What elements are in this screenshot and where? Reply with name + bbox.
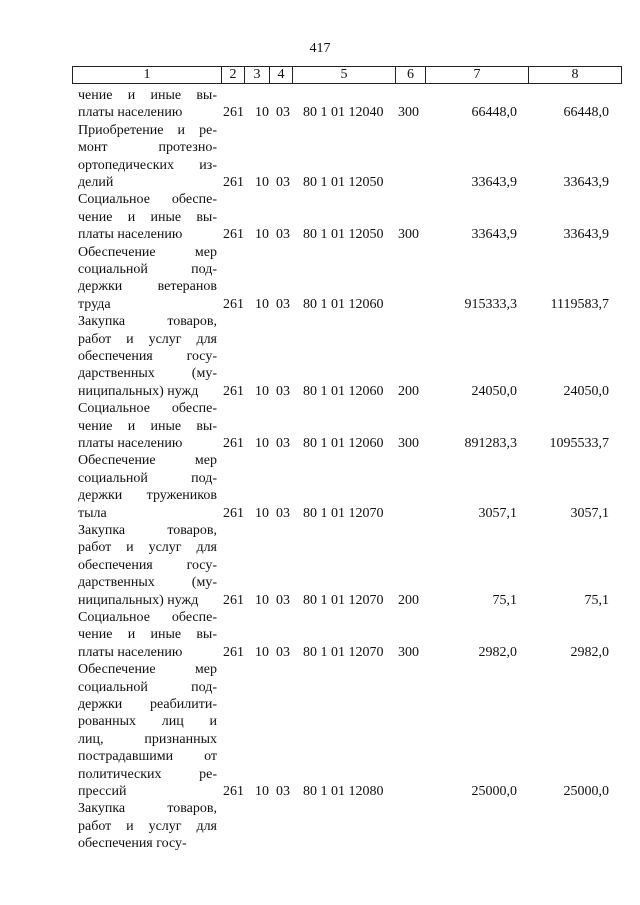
description-line: дарственных (му- bbox=[78, 366, 217, 382]
cell-c6: 200 bbox=[398, 383, 419, 399]
cell-c6: 300 bbox=[398, 435, 419, 451]
cell-c4: 03 bbox=[276, 783, 290, 799]
header-col-5: 5 bbox=[292, 67, 395, 83]
description-line: тыла bbox=[78, 505, 107, 521]
cell-c4: 03 bbox=[276, 174, 290, 190]
cell-c8: 2982,0 bbox=[570, 644, 609, 660]
description-line: социальной под- bbox=[78, 261, 217, 277]
description-line: платы населению bbox=[78, 227, 183, 243]
cell-c5: 80 1 01 12070 bbox=[303, 505, 384, 521]
cell-c2: 261 bbox=[223, 592, 244, 608]
row-description bbox=[78, 87, 217, 122]
cell-c7: 66448,0 bbox=[471, 105, 517, 121]
description-line: монт протезно- bbox=[78, 140, 217, 156]
cell-c3: 10 bbox=[255, 383, 269, 399]
cell-c4: 03 bbox=[276, 644, 290, 660]
cell-c7: 24050,0 bbox=[471, 383, 517, 399]
cell-c5: 80 1 01 12060 bbox=[303, 296, 384, 312]
description-line: Социальное обеспе- bbox=[78, 192, 217, 208]
description-line: обеспечения госу- bbox=[78, 348, 217, 364]
table-header bbox=[72, 66, 622, 84]
cell-c2: 261 bbox=[223, 644, 244, 660]
description-line: ниципальных) нужд bbox=[78, 383, 199, 399]
page-number: 417 bbox=[309, 41, 331, 56]
cell-c7: 2982,0 bbox=[478, 644, 517, 660]
description-line: платы населению bbox=[78, 644, 183, 660]
cell-c2: 261 bbox=[223, 105, 244, 121]
description-line: платы населению bbox=[78, 435, 183, 451]
header-col-8: 8 bbox=[528, 67, 621, 83]
cell-c4: 03 bbox=[276, 227, 290, 243]
cell-c4: 03 bbox=[276, 592, 290, 608]
cell-c6: 300 bbox=[398, 644, 419, 660]
description-line: платы населению bbox=[78, 105, 183, 121]
header-col-2: 2 bbox=[221, 67, 244, 83]
description-line: политических ре- bbox=[78, 766, 217, 782]
description-line: Закупка товаров, bbox=[78, 314, 217, 330]
header-col-7: 7 bbox=[425, 67, 528, 83]
cell-c6: 300 bbox=[398, 105, 419, 121]
description-line: работ и услуг для bbox=[78, 540, 217, 556]
cell-c4: 03 bbox=[276, 435, 290, 451]
cell-c5: 80 1 01 12050 bbox=[303, 174, 384, 190]
row-description bbox=[78, 191, 217, 243]
row-description bbox=[78, 452, 217, 522]
cell-c2: 261 bbox=[223, 383, 244, 399]
description-line: держки реабилити- bbox=[78, 696, 217, 712]
description-line: дарственных (му- bbox=[78, 575, 217, 591]
cell-c8: 33643,9 bbox=[563, 174, 609, 190]
description-line: рованных лиц и bbox=[78, 714, 217, 730]
cell-c2: 261 bbox=[223, 227, 244, 243]
description-line: держки тружеников bbox=[78, 488, 217, 504]
cell-c8: 1119583,7 bbox=[550, 296, 609, 312]
description-line: Обеспечение мер bbox=[78, 662, 217, 678]
cell-c6: 300 bbox=[398, 227, 419, 243]
cell-c5: 80 1 01 12070 bbox=[303, 592, 384, 608]
cell-c5: 80 1 01 12040 bbox=[303, 105, 384, 121]
description-line: обеспечения госу- bbox=[78, 836, 187, 852]
description-line: держки ветеранов bbox=[78, 279, 217, 295]
cell-c3: 10 bbox=[255, 505, 269, 521]
header-col-4: 4 bbox=[269, 67, 292, 83]
cell-c2: 261 bbox=[223, 174, 244, 190]
row-description bbox=[78, 609, 217, 661]
description-line: работ и услуг для bbox=[78, 818, 217, 834]
description-line: чение и иные вы- bbox=[78, 418, 217, 434]
description-line: Социальное обеспе- bbox=[78, 401, 217, 417]
cell-c2: 261 bbox=[223, 296, 244, 312]
row-description bbox=[78, 400, 217, 452]
description-line: ортопедических из- bbox=[78, 157, 217, 173]
row-description bbox=[78, 661, 217, 800]
cell-c7: 3057,1 bbox=[478, 505, 517, 521]
description-line: пострадавшими от bbox=[78, 749, 217, 765]
cell-c3: 10 bbox=[255, 174, 269, 190]
row-description bbox=[78, 800, 217, 852]
cell-c3: 10 bbox=[255, 644, 269, 660]
description-line: обеспечения госу- bbox=[78, 557, 217, 573]
cell-c7: 33643,9 bbox=[471, 227, 517, 243]
cell-c8: 3057,1 bbox=[570, 505, 609, 521]
cell-c5: 80 1 01 12050 bbox=[303, 227, 384, 243]
description-line: Закупка товаров, bbox=[78, 523, 217, 538]
cell-c3: 10 bbox=[255, 435, 269, 451]
header-col-6: 6 bbox=[395, 67, 425, 83]
cell-c3: 10 bbox=[255, 105, 269, 121]
description-line: чение и иные вы- bbox=[78, 627, 217, 643]
description-line: Социальное обеспе- bbox=[78, 610, 217, 625]
cell-c7: 33643,9 bbox=[471, 174, 517, 190]
cell-c7: 891283,3 bbox=[464, 435, 517, 451]
cell-c3: 10 bbox=[255, 227, 269, 243]
cell-c8: 66448,0 bbox=[563, 105, 609, 121]
cell-c3: 10 bbox=[255, 592, 269, 608]
description-line: социальной под- bbox=[78, 679, 217, 695]
row-description bbox=[78, 313, 217, 400]
cell-c2: 261 bbox=[223, 783, 244, 799]
description-line: лиц, признанных bbox=[78, 731, 217, 747]
cell-c7: 915333,3 bbox=[464, 296, 517, 312]
cell-c4: 03 bbox=[276, 105, 290, 121]
row-description bbox=[78, 244, 217, 314]
description-line: чение и иные вы- bbox=[78, 88, 217, 103]
description-line: чение и иные вы- bbox=[78, 209, 217, 225]
cell-c3: 10 bbox=[255, 296, 269, 312]
description-line: Закупка товаров, bbox=[78, 801, 217, 817]
cell-c4: 03 bbox=[276, 505, 290, 521]
description-line: Обеспечение мер bbox=[78, 453, 217, 469]
cell-c8: 33643,9 bbox=[563, 227, 609, 243]
cell-c8: 25000,0 bbox=[563, 783, 609, 799]
cell-c5: 80 1 01 12060 bbox=[303, 435, 384, 451]
cell-c4: 03 bbox=[276, 296, 290, 312]
cell-c5: 80 1 01 12080 bbox=[303, 783, 384, 799]
description-line: труда bbox=[78, 296, 111, 312]
description-line: ниципальных) нужд bbox=[78, 592, 199, 608]
cell-c4: 03 bbox=[276, 383, 290, 399]
row-description bbox=[78, 122, 217, 192]
description-line: Приобретение и ре- bbox=[78, 122, 217, 138]
cell-c8: 24050,0 bbox=[563, 383, 609, 399]
description-line: Обеспечение мер bbox=[78, 244, 217, 260]
description-line: делий bbox=[78, 174, 114, 190]
description-line: прессий bbox=[78, 783, 127, 799]
description-line: социальной под- bbox=[78, 470, 217, 486]
description-line: работ и услуг для bbox=[78, 331, 217, 347]
cell-c8: 75,1 bbox=[584, 592, 609, 608]
cell-c2: 261 bbox=[223, 435, 244, 451]
cell-c7: 75,1 bbox=[492, 592, 517, 608]
row-description bbox=[78, 522, 217, 609]
cell-c3: 10 bbox=[255, 783, 269, 799]
cell-c6: 200 bbox=[398, 592, 419, 608]
cell-c2: 261 bbox=[223, 505, 244, 521]
cell-c7: 25000,0 bbox=[471, 783, 517, 799]
header-col-3: 3 bbox=[244, 67, 269, 83]
cell-c5: 80 1 01 12070 bbox=[303, 644, 384, 660]
cell-c5: 80 1 01 12060 bbox=[303, 383, 384, 399]
cell-c8: 1095533,7 bbox=[549, 435, 609, 451]
header-col-1: 1 bbox=[143, 67, 151, 82]
